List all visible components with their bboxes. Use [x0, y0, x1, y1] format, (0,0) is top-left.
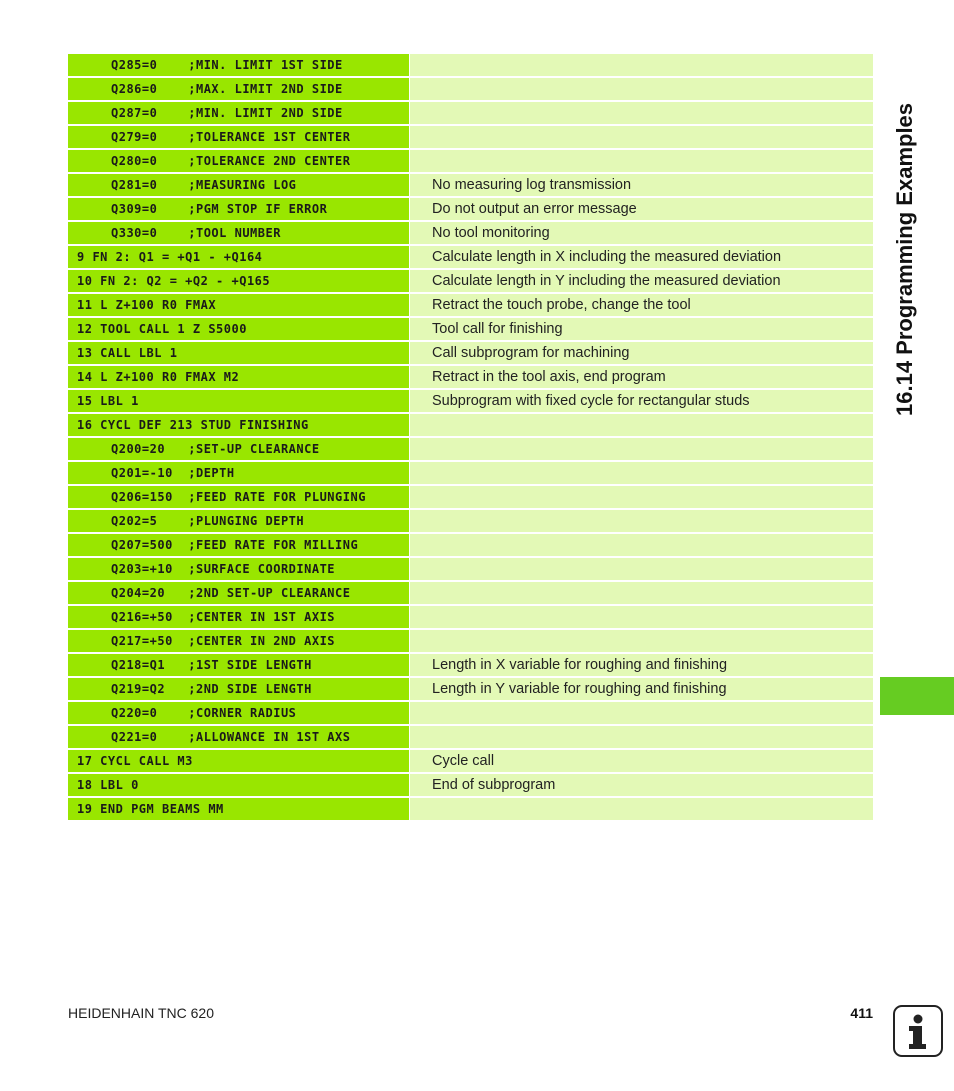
nc-code-cell: Q219=Q2 ;2ND SIDE LENGTH — [68, 678, 409, 700]
table-row — [68, 222, 873, 244]
table-row — [68, 246, 873, 268]
nc-code-cell: 18 LBL 0 — [68, 774, 409, 796]
table-row — [68, 270, 873, 292]
description-cell — [410, 582, 873, 604]
table-row — [68, 630, 873, 652]
description-cell — [410, 150, 873, 172]
nc-code-cell: Q287=0 ;MIN. LIMIT 2ND SIDE — [68, 102, 409, 124]
table-row — [68, 150, 873, 172]
description-cell — [410, 54, 873, 76]
nc-code-cell: Q218=Q1 ;1ST SIDE LENGTH — [68, 654, 409, 676]
table-row — [68, 54, 873, 76]
description-cell: Retract the touch probe, change the tool — [410, 294, 873, 316]
table-row — [68, 102, 873, 124]
description-cell — [410, 486, 873, 508]
description-cell — [410, 606, 873, 628]
table-row — [68, 198, 873, 220]
nc-code-cell: Q217=+50 ;CENTER IN 2ND AXIS — [68, 630, 409, 652]
nc-code-cell: Q206=150 ;FEED RATE FOR PLUNGING — [68, 486, 409, 508]
description-cell: No measuring log transmission — [410, 174, 873, 196]
table-row — [68, 438, 873, 460]
page-number: 411 — [850, 1005, 873, 1021]
table-row — [68, 750, 873, 772]
description-cell: Calculate length in X including the measured deviation — [410, 246, 873, 268]
table-row — [68, 774, 873, 796]
description-cell — [410, 630, 873, 652]
description-cell: Call subprogram for machining — [410, 342, 873, 364]
nc-code-cell: Q220=0 ;CORNER RADIUS — [68, 702, 409, 724]
table-row — [68, 582, 873, 604]
nc-code-cell: Q221=0 ;ALLOWANCE IN 1ST AXS — [68, 726, 409, 748]
description-cell — [410, 726, 873, 748]
nc-code-cell: Q200=20 ;SET-UP CLEARANCE — [68, 438, 409, 460]
nc-code-cell: Q204=20 ;2ND SET-UP CLEARANCE — [68, 582, 409, 604]
description-cell: Calculate length in Y including the measured deviation — [410, 270, 873, 292]
table-row — [68, 126, 873, 148]
description-cell: Tool call for finishing — [410, 318, 873, 340]
description-cell — [410, 438, 873, 460]
nc-code-cell: 10 FN 2: Q2 = +Q2 - +Q165 — [68, 270, 409, 292]
nc-code-cell: Q280=0 ;TOLERANCE 2ND CENTER — [68, 150, 409, 172]
table-row — [68, 486, 873, 508]
description-cell — [410, 510, 873, 532]
chapter-tab — [880, 677, 954, 715]
nc-code-cell: 15 LBL 1 — [68, 390, 409, 412]
description-cell — [410, 126, 873, 148]
nc-code-cell: Q201=-10 ;DEPTH — [68, 462, 409, 484]
table-row — [68, 726, 873, 748]
table-row — [68, 654, 873, 676]
nc-code-cell: Q286=0 ;MAX. LIMIT 2ND SIDE — [68, 78, 409, 100]
description-cell — [410, 462, 873, 484]
description-cell: Do not output an error message — [410, 198, 873, 220]
table-row — [68, 510, 873, 532]
nc-code-cell: Q203=+10 ;SURFACE COORDINATE — [68, 558, 409, 580]
nc-code-cell: Q216=+50 ;CENTER IN 1ST AXIS — [68, 606, 409, 628]
description-cell: End of subprogram — [410, 774, 873, 796]
nc-code-cell: 17 CYCL CALL M3 — [68, 750, 409, 772]
nc-code-cell: 19 END PGM BEAMS MM — [68, 798, 409, 820]
table-row — [68, 414, 873, 436]
nc-code-cell: 14 L Z+100 R0 FMAX M2 — [68, 366, 409, 388]
footer-product: HEIDENHAIN TNC 620 — [68, 1005, 215, 1021]
nc-code-cell: Q309=0 ;PGM STOP IF ERROR — [68, 198, 409, 220]
table-row — [68, 606, 873, 628]
description-cell — [410, 798, 873, 820]
table-row — [68, 462, 873, 484]
table-row — [68, 702, 873, 724]
nc-code-cell: 12 TOOL CALL 1 Z S5000 — [68, 318, 409, 340]
table-row — [68, 534, 873, 556]
description-cell — [410, 702, 873, 724]
table-row — [68, 174, 873, 196]
nc-code-cell: 11 L Z+100 R0 FMAX — [68, 294, 409, 316]
nc-code-cell: 13 CALL LBL 1 — [68, 342, 409, 364]
table-row — [68, 78, 873, 100]
description-cell — [410, 534, 873, 556]
nc-code-cell: 9 FN 2: Q1 = +Q1 - +Q164 — [68, 246, 409, 268]
section-title: 16.14 Programming Examples — [892, 102, 917, 416]
description-cell: Retract in the tool axis, end program — [410, 366, 873, 388]
table-row — [68, 798, 873, 820]
program-table — [68, 54, 873, 822]
table-row — [68, 342, 873, 364]
table-row — [68, 390, 873, 412]
table-row — [68, 294, 873, 316]
nc-code-cell: 16 CYCL DEF 213 STUD FINISHING — [68, 414, 409, 436]
nc-code-cell: Q202=5 ;PLUNGING DEPTH — [68, 510, 409, 532]
nc-code-cell: Q285=0 ;MIN. LIMIT 1ST SIDE — [68, 54, 409, 76]
description-cell: No tool monitoring — [410, 222, 873, 244]
description-cell: Length in Y variable for roughing and finishing — [410, 678, 873, 700]
description-cell — [410, 558, 873, 580]
table-row — [68, 558, 873, 580]
info-icon — [893, 1005, 943, 1057]
description-cell — [410, 78, 873, 100]
nc-code-cell: Q279=0 ;TOLERANCE 1ST CENTER — [68, 126, 409, 148]
table-row — [68, 678, 873, 700]
table-row — [68, 366, 873, 388]
description-cell: Cycle call — [410, 750, 873, 772]
nc-code-cell: Q281=0 ;MEASURING LOG — [68, 174, 409, 196]
description-cell — [410, 102, 873, 124]
description-cell: Length in X variable for roughing and finishing — [410, 654, 873, 676]
table-row — [68, 318, 873, 340]
nc-code-cell: Q330=0 ;TOOL NUMBER — [68, 222, 409, 244]
description-cell: Subprogram with fixed cycle for rectangular studs — [410, 390, 873, 412]
description-cell — [410, 414, 873, 436]
nc-code-cell: Q207=500 ;FEED RATE FOR MILLING — [68, 534, 409, 556]
